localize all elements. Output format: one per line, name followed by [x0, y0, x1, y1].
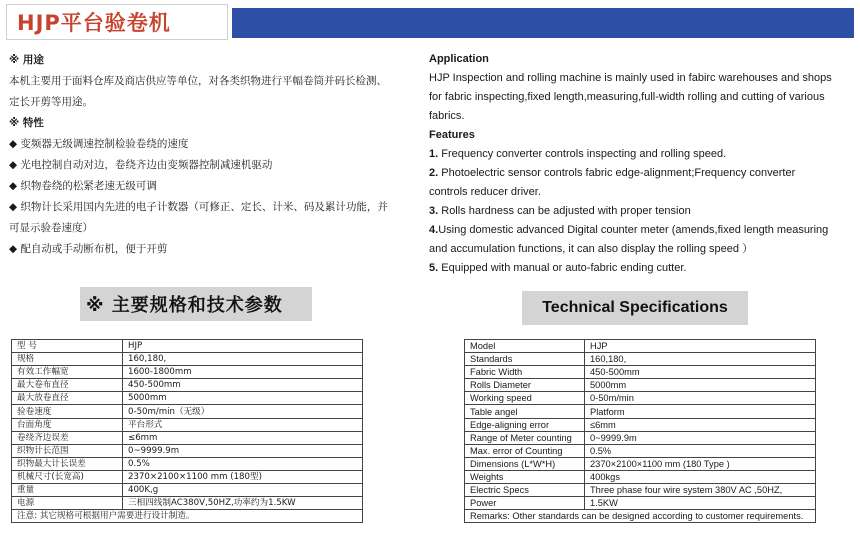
- table-note-row: [465, 510, 816, 523]
- spec-key: Electric Specs: [465, 484, 585, 497]
- en-application-line: for fabric inspecting,fixed length,measuring,full-width rolling and cutting of various: [429, 91, 825, 103]
- spec-key: 最大放卷直径: [12, 392, 123, 405]
- spec-key: 规格: [12, 353, 123, 366]
- spec-value: 5000mm: [123, 392, 363, 405]
- cn-usage-line: 本机主要用于面料仓库及商店供应等单位，对各类织物进行平幅卷筒并码长检测、: [9, 75, 387, 87]
- spec-key: 卷绕齐边误差: [12, 431, 123, 444]
- spec-value: 0-50m/min: [585, 392, 816, 405]
- title-box: [6, 4, 228, 40]
- spec-key: Fabric Width: [465, 366, 585, 379]
- en-feature-text: Using domestic advanced Digital counter meter (amends,fixed length measuring: [438, 224, 829, 236]
- en-spec-title: Technical Specifications: [542, 299, 728, 316]
- header-blue-bar: [232, 8, 854, 38]
- en-features-title: Features: [429, 129, 475, 141]
- en-application-line: fabrics.: [429, 110, 465, 122]
- spec-key: Power: [465, 497, 585, 510]
- en-feature-cont: and accumulation functions, it can also display the rolling speed ）: [429, 243, 754, 255]
- spec-value: 5000mm: [585, 379, 816, 392]
- spec-value: 0-50m/min（无级）: [123, 405, 363, 418]
- cn-description: [9, 50, 409, 260]
- spec-value: 160,180,: [585, 353, 816, 366]
- spec-value: Platform: [585, 405, 816, 418]
- table-row: [12, 444, 363, 457]
- en-feature-number: 5.: [429, 262, 439, 274]
- spec-value: 400K,g: [123, 484, 363, 497]
- spec-key: 机械尺寸(长宽高): [12, 470, 123, 483]
- en-feature-text: Equipped with manual or auto-fabric ending cutter.: [441, 262, 687, 274]
- table-row: [465, 418, 816, 431]
- cn-feature-item: ◆ 织物计长采用国内先进的电子计数器（可修正、定长、计米、码及累计功能，并: [9, 197, 409, 218]
- table-row: [12, 340, 363, 353]
- spec-value: Three phase four wire system 380V AC ,50HZ,: [585, 484, 816, 497]
- spec-key: Edge-aligning error: [465, 418, 585, 431]
- cn-feature-item: ◆ 变频器无级调速控制检验卷绕的速度: [9, 134, 409, 155]
- page-title: HJP平台验卷机: [17, 11, 171, 35]
- spec-key: 织物最大计长误差: [12, 457, 123, 470]
- spec-key: 最大卷布直径: [12, 379, 123, 392]
- cn-spec-heading: [80, 287, 312, 321]
- en-feature-item: [429, 202, 849, 221]
- table-row: [465, 484, 816, 497]
- table-note: 注意: 其它规格可根据用户需要进行设计制造。: [12, 510, 363, 523]
- table-row: [12, 497, 363, 510]
- en-feature-text: Rolls hardness can be adjusted with proper tension: [441, 205, 691, 217]
- cn-feature-item: ◆ 织物卷绕的松紧老速无级可调: [9, 176, 409, 197]
- spec-key: 电源: [12, 497, 123, 510]
- spec-value: 450-500mm: [123, 379, 363, 392]
- table-note-row: [12, 510, 363, 523]
- table-row: [465, 497, 816, 510]
- en-feature-item: [429, 221, 849, 240]
- table-row: [465, 444, 816, 457]
- cn-spec-title: ※ 主要规格和技术参数: [86, 295, 283, 316]
- spec-key: 台面角度: [12, 418, 123, 431]
- spec-key: Model: [465, 340, 585, 353]
- spec-key: Weights: [465, 470, 585, 483]
- table-row: [465, 353, 816, 366]
- table-row: [465, 340, 816, 353]
- en-feature-item: [429, 259, 849, 278]
- spec-value: 2370×2100×1100 mm (180型): [123, 470, 363, 483]
- en-feature-number: 1.: [429, 148, 439, 160]
- spec-key: Range of Meter counting: [465, 431, 585, 444]
- spec-key: 有效工作幅宽: [12, 366, 123, 379]
- spec-value: 2370×2100×1100 mm (180 Type ): [585, 457, 816, 470]
- en-spec-table: [464, 339, 816, 523]
- spec-value: 450-500mm: [585, 366, 816, 379]
- table-row: [465, 431, 816, 444]
- en-feature-number: 4.: [429, 224, 439, 236]
- table-row: [12, 392, 363, 405]
- spec-value: ≤6mm: [123, 431, 363, 444]
- table-row: [465, 392, 816, 405]
- spec-key: Max. error of Counting: [465, 444, 585, 457]
- en-feature-text: Frequency converter controls inspecting and rolling speed.: [441, 148, 727, 160]
- en-feature-number: 3.: [429, 205, 439, 217]
- table-row: [465, 366, 816, 379]
- spec-key: Standards: [465, 353, 585, 366]
- spec-key: Dimensions (L*W*H): [465, 457, 585, 470]
- en-spec-table-body: [465, 340, 816, 523]
- table-row: [465, 379, 816, 392]
- spec-key: Rolls Diameter: [465, 379, 585, 392]
- table-row: [12, 431, 363, 444]
- en-feature-text: Photoelectric sensor controls fabric edge-alignment;Frequency converter: [441, 167, 796, 179]
- table-row: [12, 457, 363, 470]
- spec-key: 型 号: [12, 340, 123, 353]
- table-row: [12, 366, 363, 379]
- spec-value: 0~9999.9m: [123, 444, 363, 457]
- table-row: [12, 418, 363, 431]
- cn-feature-item: ◆ 光电控制自动对边，卷绕齐边由变频器控制减速机驱动: [9, 155, 409, 176]
- cn-feature-item-cont: 可显示验卷速度）: [9, 222, 93, 234]
- en-feature-item: [429, 145, 849, 164]
- spec-value: 0~9999.9m: [585, 431, 816, 444]
- table-row: [465, 470, 816, 483]
- table-row: [465, 457, 816, 470]
- cn-spec-table-body: [12, 340, 363, 523]
- spec-value: HJP: [123, 340, 363, 353]
- spec-value: 0.5%: [123, 457, 363, 470]
- spec-value: 平台形式: [123, 418, 363, 431]
- spec-value: 160,180,: [123, 353, 363, 366]
- en-application-line: HJP Inspection and rolling machine is mainly used in fabirc warehouses and shops: [429, 72, 832, 84]
- table-row: [12, 484, 363, 497]
- cn-feature-item: ◆ 配自动或手动断布机，便于开剪: [9, 239, 409, 260]
- en-feature-item: [429, 164, 849, 183]
- spec-value: HJP: [585, 340, 816, 353]
- cn-features-title: ※ 特性: [9, 117, 44, 129]
- en-application-title: Application: [429, 53, 489, 65]
- spec-key: 织物计长范围: [12, 444, 123, 457]
- spec-key: 验卷速度: [12, 405, 123, 418]
- spec-value: 1600-1800mm: [123, 366, 363, 379]
- spec-value: 0.5%: [585, 444, 816, 457]
- table-row: [465, 405, 816, 418]
- table-row: [12, 353, 363, 366]
- cn-usage-title: ※ 用途: [9, 54, 44, 66]
- en-feature-cont: controls reducer driver.: [429, 186, 541, 198]
- spec-value: 三相四线制AC380V,50HZ,功率约为1.5KW: [123, 497, 363, 510]
- spec-key: 重量: [12, 484, 123, 497]
- table-row: [12, 405, 363, 418]
- en-feature-number: 2.: [429, 167, 439, 179]
- table-row: [12, 470, 363, 483]
- spec-key: Working speed: [465, 392, 585, 405]
- en-spec-heading: [522, 291, 748, 325]
- table-row: [12, 379, 363, 392]
- cn-usage-line: 定长开剪等用途。: [9, 96, 93, 108]
- spec-key: Table angel: [465, 405, 585, 418]
- table-note: Remarks: Other standards can be designed according to customer requirements.: [465, 510, 816, 523]
- spec-value: 400kgs: [585, 470, 816, 483]
- spec-value: 1.5KW: [585, 497, 816, 510]
- en-description: [429, 50, 849, 278]
- page-header: [0, 0, 860, 44]
- spec-value: ≤6mm: [585, 418, 816, 431]
- cn-spec-table: [11, 339, 363, 523]
